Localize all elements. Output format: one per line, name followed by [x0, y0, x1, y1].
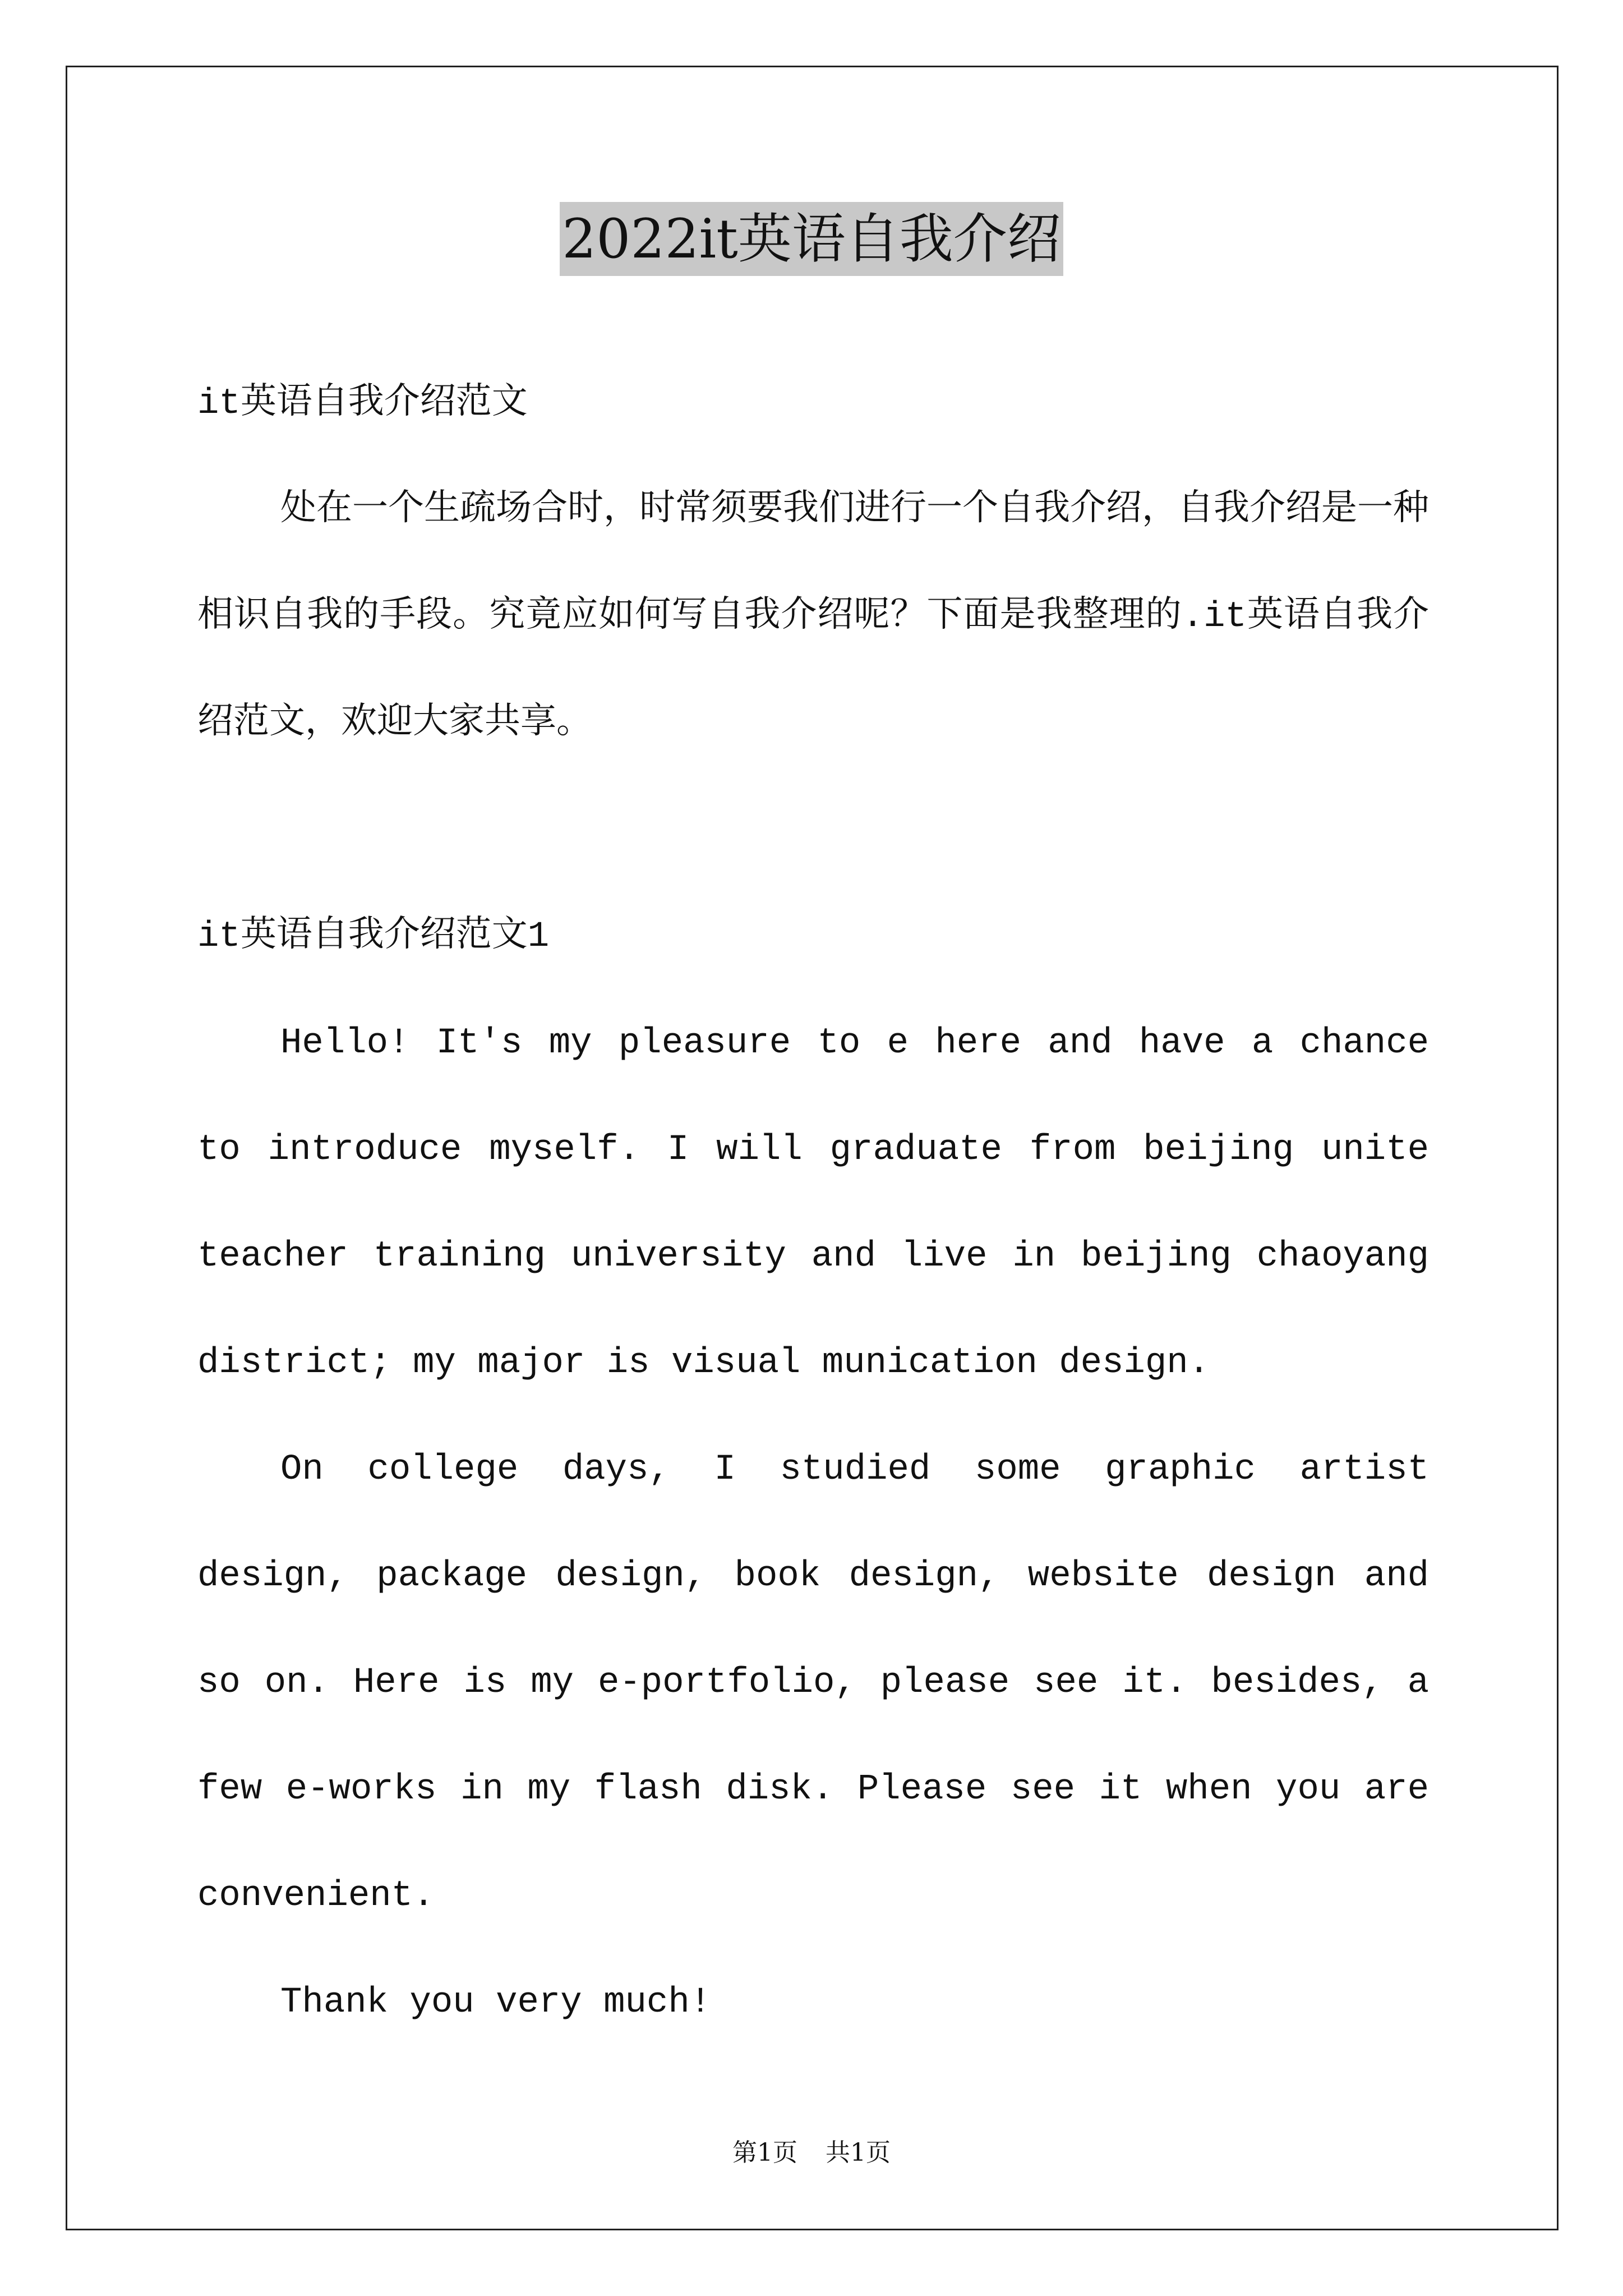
document-body: [197, 351, 1429, 2056]
body-paragraph-2: On college days, I studied some graphic artist design, package design, book design, website design and so on. Here is my e-portfolio, please see it. besides, a few e-works in my flash disk. Please see it when you are convenient.: [197, 1450, 1429, 1916]
page-number: 第1页: [732, 2138, 797, 2167]
intro-paragraph: 处在一个生疏场合时，时常须要我们进行一个自我介绍，自我介绍是一种相识自我的手段。究竟应如何写自我介绍呢？下面是我整理的.it英语自我介绍范文，欢迎大家共享。: [197, 490, 1429, 744]
page-total: 共1页: [826, 2138, 891, 2167]
section-heading: it英语自我介绍范文1: [197, 917, 550, 957]
subheading: it英语自我介绍范文: [197, 384, 528, 424]
body-paragraph-1: Hello! It's my pleasure to e here and have a chance to introduce myself. I will graduate from beijing unite teacher training university and live in beijing chaoyang district; my major is visual munication design.: [197, 1023, 1429, 1383]
page-footer: [0, 2136, 1623, 2170]
title-container: [0, 202, 1623, 276]
blank-line: [197, 777, 1429, 884]
body-paragraph-3: Thank you very much!: [280, 1982, 712, 2023]
document-title: 2022it英语自我介绍: [560, 202, 1063, 276]
